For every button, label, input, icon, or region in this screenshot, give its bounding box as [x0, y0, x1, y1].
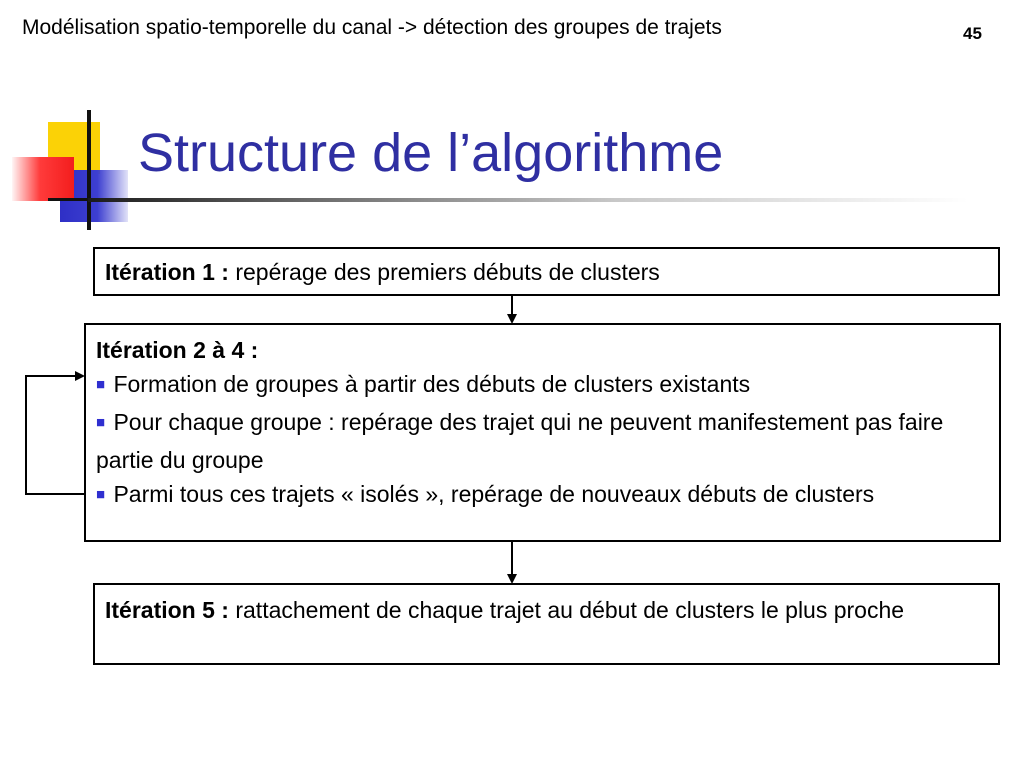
- iteration-5-heading: Itération 5 :: [105, 597, 229, 623]
- iteration-5-text: rattachement de chaque trajet au début de clusters le plus proche: [228, 597, 905, 623]
- bullet-text: Formation de groupes à partir des débuts de clusters existants: [107, 371, 751, 397]
- iteration-1-heading: Itération 1 :: [105, 259, 229, 285]
- iteration-2-4-heading: Itération 2 à 4 :: [96, 337, 259, 363]
- iteration-1-text: repérage des premiers débuts de clusters: [228, 259, 660, 285]
- bullet-text: Parmi tous ces trajets « isolés », repérage de nouveaux débuts de clusters: [107, 481, 875, 507]
- square-bullet-icon: ■: [96, 376, 106, 393]
- page-number: 45: [963, 24, 982, 43]
- slide-title: Structure de l’algorithme: [138, 123, 724, 183]
- loop-back-arrow-icon: [26, 376, 84, 494]
- square-bullet-icon: ■: [96, 414, 106, 431]
- slide-header: Modélisation spatio-temporelle du canal -> détection des groupes de trajets: [22, 16, 722, 39]
- square-bullet-icon: ■: [96, 486, 106, 503]
- bullet-text: Pour chaque groupe : repérage des trajet qui ne peuvent manifestement pas faire partie du groupe: [96, 409, 944, 473]
